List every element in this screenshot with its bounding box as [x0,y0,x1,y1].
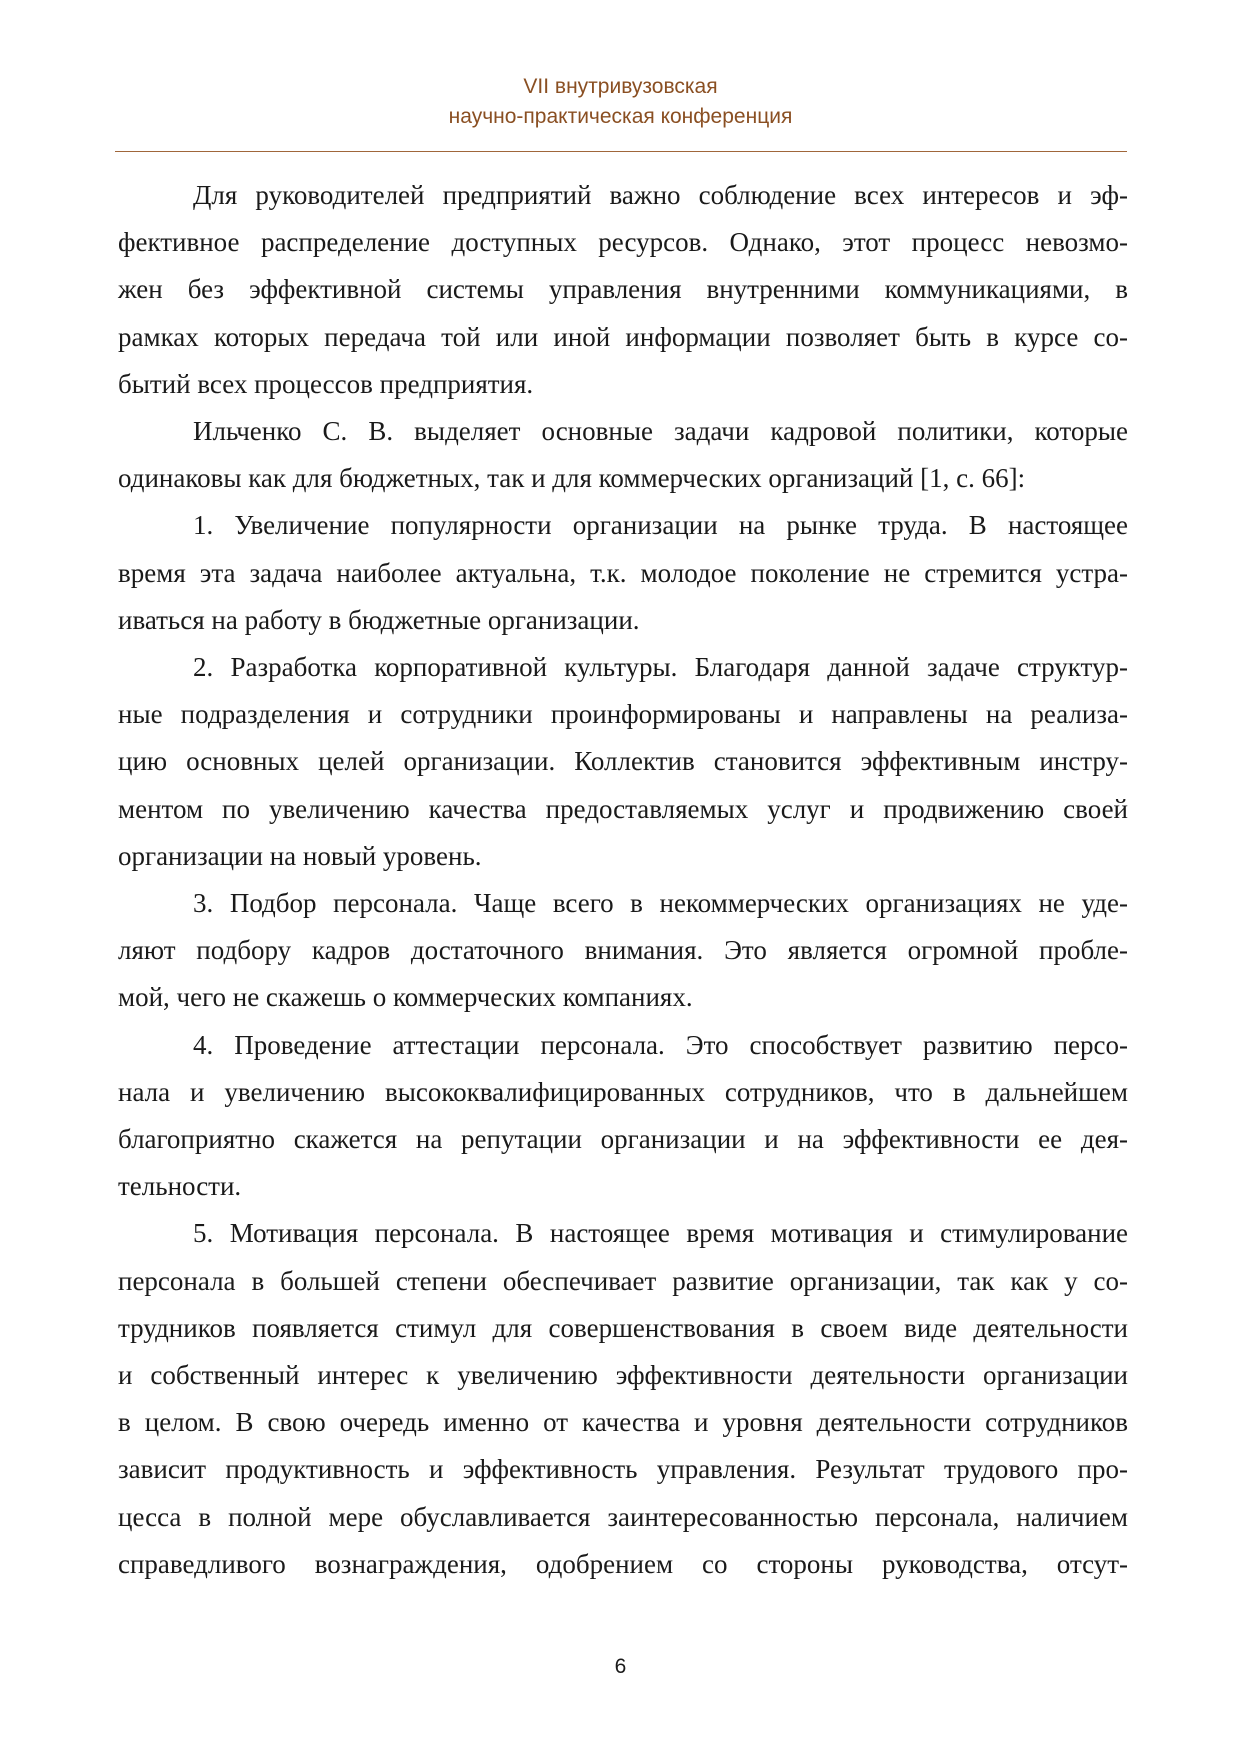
text-line: ные подразделения и сотрудники проинформированы и направлены на реализа- [118,699,1128,730]
text-line: благоприятно скажется на репутации организации и на эффективности ее дея- [118,1124,1128,1155]
text-line: ментом по увеличению качества предоставляемых услуг и продвижению своей [118,793,1128,824]
text-line: одинаковы как для бюджетных, так и для коммерческих организаций [1, с. 66]: [118,463,1026,494]
paragraph [118,1022,1128,1211]
running-header [0,72,1241,132]
paragraph [118,502,1128,644]
body-text [118,172,1128,1588]
paragraph [118,644,1128,880]
header-line-1: VII внутривузовская [523,75,718,98]
text-line: организации на новый уровень. [118,840,482,871]
paragraph [118,1210,1128,1588]
text-line: цесса в полной мере обуславливается заинтересованностью персонала, наличием [118,1501,1128,1532]
text-line: трудников появляется стимул для совершенствования в своем виде деятельности [118,1312,1128,1343]
text-line: 4. Проведение аттестации персонала. Это способствует развитию персо- [193,1029,1128,1060]
text-line: зависит продуктивность и эффективность управления. Результат трудового про- [118,1454,1128,1485]
text-line: Для руководителей предприятий важно соблюдение всех интересов и эф- [193,180,1128,210]
text-line: справедливого вознаграждения, одобрением со стороны руководства, отсут- [118,1548,1128,1579]
text-line: цию основных целей организации. Коллектив становится эффективным инстру- [118,746,1128,777]
paragraph [118,172,1128,408]
text-line: жен без эффективной системы управления внутренними коммуникациями, в [118,274,1128,305]
text-line: нала и увеличению высококвалифицированных сотрудников, что в дальнейшем [118,1076,1128,1107]
text-line: время эта задача наиболее актуальна, т.к. молодое поколение не стремится устра- [118,557,1128,588]
text-line: персонала в большей степени обеспечивает развитие организации, так как у со- [118,1265,1128,1296]
text-line: 5. Мотивация персонала. В настоящее время мотивация и стимулирование [193,1218,1128,1249]
text-line: ляют подбору кадров достаточного внимания. Это является огромной пробле- [118,935,1128,966]
header-rule [115,151,1127,152]
text-line: мой, чего не скажешь о коммерческих компаниях. [118,982,693,1013]
text-line: рамках которых передача той или иной информации позволяет быть в курсе со- [118,321,1128,352]
text-line: и собственный интерес к увеличению эффективности деятельности организации [118,1360,1128,1391]
text-line: фективное распределение доступных ресурсов. Однако, этот процесс невозмо- [118,227,1128,258]
text-line: в целом. В свою очередь именно от качества и уровня деятельности сотрудников [118,1407,1128,1438]
text-line: Ильченко С. В. выделяет основные задачи кадровой политики, которые [193,416,1128,447]
text-line: 1. Увеличение популярности организации на рынке труда. В настоящее [193,510,1128,541]
text-line: 3. Подбор персонала. Чаще всего в некоммерческих организациях не уде- [193,888,1128,919]
text-line: иваться на работу в бюджетные организации. [118,604,640,635]
text-line: тельности. [118,1171,242,1202]
paragraph [118,408,1128,502]
header-line-2: научно-практическая конференция [448,105,793,128]
paragraph [118,880,1128,1022]
text-line: бытий всех процессов предприятия. [118,368,534,399]
text-line: 2. Разработка корпоративной культуры. Благодаря данной задаче структур- [193,652,1128,683]
page-number: 6 [614,1655,627,1678]
